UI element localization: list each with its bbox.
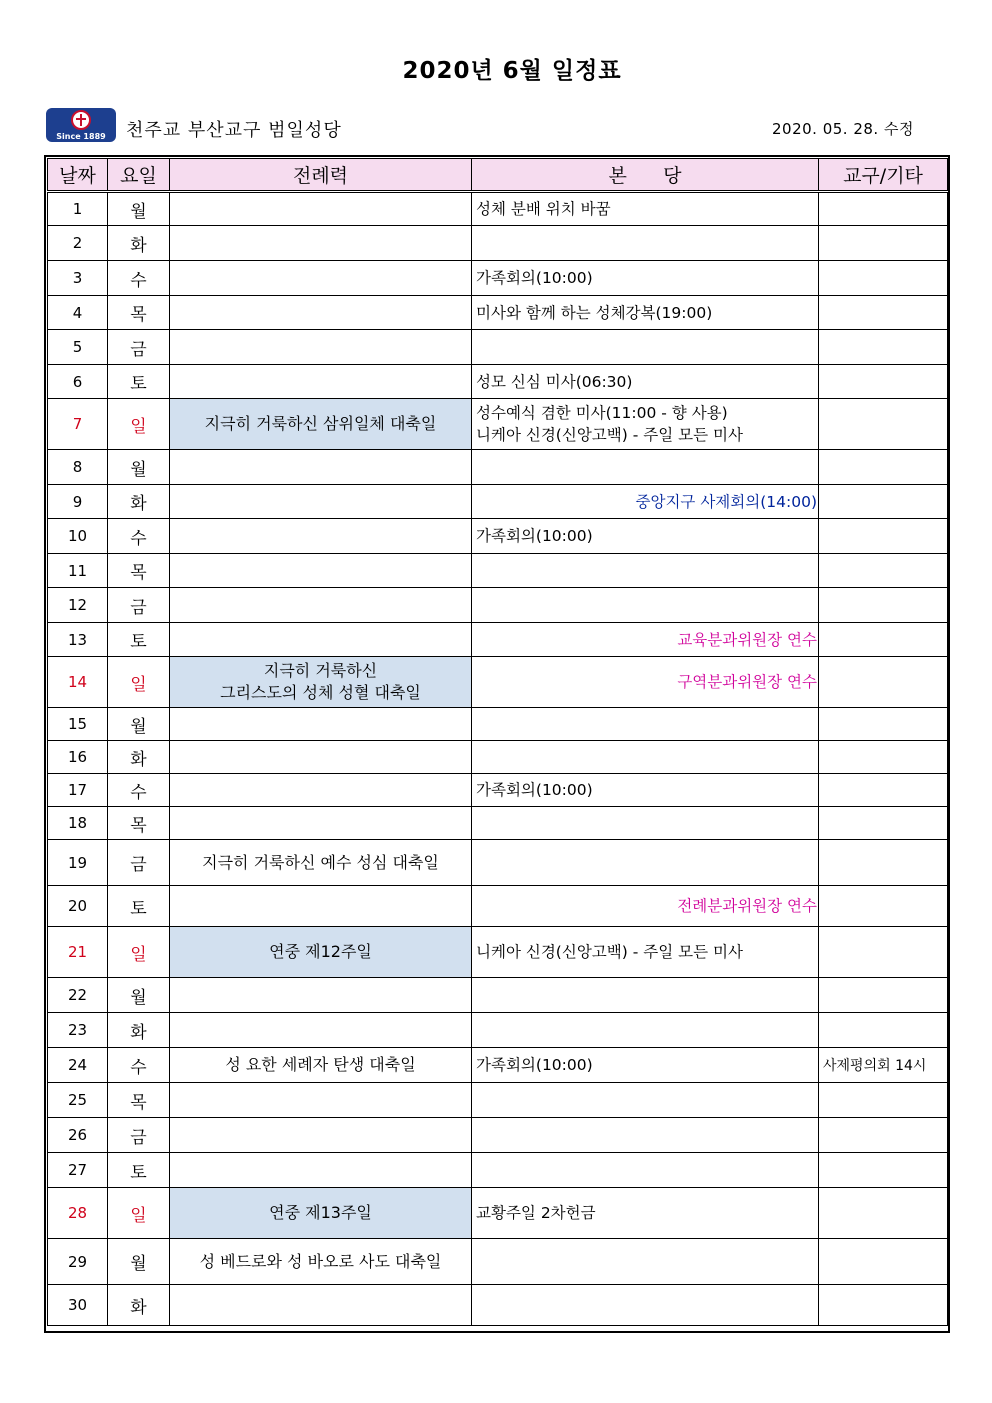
- parish-cell: [472, 840, 819, 886]
- liturgy-cell: [170, 1083, 472, 1118]
- liturgy-cell: [170, 1013, 472, 1048]
- date-cell: 22: [48, 978, 108, 1013]
- revision-date: 2020. 05. 28. 수정: [772, 120, 914, 138]
- parish-cell: [472, 978, 819, 1013]
- date-cell: 19: [48, 840, 108, 886]
- parish-cell: 성모 신심 미사(06:30): [472, 365, 819, 399]
- col-header-weekday: 요일: [108, 159, 170, 192]
- date-cell: 29: [48, 1239, 108, 1285]
- table-row: [48, 886, 948, 927]
- etc-cell: [819, 1013, 948, 1048]
- parish-cell: [472, 1153, 819, 1188]
- col-header-date: 날짜: [48, 159, 108, 192]
- date-cell: 24: [48, 1048, 108, 1083]
- organization-name: 천주교 부산교구 범일성당: [126, 120, 342, 141]
- date-cell: 7: [48, 399, 108, 450]
- etc-cell: [819, 1188, 948, 1239]
- parish-logo: [46, 108, 116, 142]
- liturgy-cell: [170, 1118, 472, 1153]
- liturgy-cell: 지극히 거룩하신 예수 성심 대축일: [170, 840, 472, 886]
- table-row: [48, 226, 948, 261]
- table-row: [48, 399, 948, 450]
- liturgy-cell: 성 베드로와 성 바오로 사도 대축일: [170, 1239, 472, 1285]
- table-row: [48, 623, 948, 657]
- parish-cell: 미사와 함께 하는 성체강복(19:00): [472, 296, 819, 330]
- parish-cell: [472, 450, 819, 485]
- weekday-cell: 화: [108, 1285, 170, 1326]
- parish-cell: 교황주일 2차헌금: [472, 1188, 819, 1239]
- liturgy-cell: [170, 588, 472, 623]
- weekday-cell: 목: [108, 1083, 170, 1118]
- table-row: [48, 1048, 948, 1083]
- table-row: [48, 519, 948, 554]
- date-cell: 17: [48, 774, 108, 807]
- parish-cell: [472, 330, 819, 365]
- liturgy-cell: 성 요한 세례자 탄생 대축일: [170, 1048, 472, 1083]
- date-cell: 3: [48, 261, 108, 296]
- etc-cell: [819, 708, 948, 741]
- table-row: [48, 261, 948, 296]
- etc-cell: [819, 623, 948, 657]
- weekday-cell: 토: [108, 886, 170, 927]
- weekday-cell: 목: [108, 554, 170, 588]
- weekday-cell: 금: [108, 588, 170, 623]
- date-cell: 21: [48, 927, 108, 978]
- table-row: [48, 927, 948, 978]
- weekday-cell: 월: [108, 450, 170, 485]
- table-row: [48, 450, 948, 485]
- weekday-cell: 수: [108, 519, 170, 554]
- parish-cell: 성체 분배 위치 바꿈: [472, 192, 819, 226]
- table-row: [48, 741, 948, 774]
- liturgy-cell: [170, 450, 472, 485]
- parish-cell: 교육분과위원장 연수: [472, 623, 819, 657]
- header-row: [48, 159, 948, 192]
- table-row: [48, 807, 948, 840]
- weekday-cell: 일: [108, 1188, 170, 1239]
- liturgy-cell: [170, 1153, 472, 1188]
- etc-cell: [819, 519, 948, 554]
- liturgy-cell: [170, 741, 472, 774]
- etc-cell: [819, 741, 948, 774]
- weekday-cell: 일: [108, 927, 170, 978]
- parish-cell: [472, 226, 819, 261]
- weekday-cell: 월: [108, 192, 170, 226]
- parish-cell: [472, 1285, 819, 1326]
- liturgy-cell: [170, 978, 472, 1013]
- parish-cell: 가족회의(10:00): [472, 1048, 819, 1083]
- parish-cell: 가족회의(10:00): [472, 519, 819, 554]
- date-cell: 5: [48, 330, 108, 365]
- etc-cell: [819, 774, 948, 807]
- weekday-cell: 수: [108, 261, 170, 296]
- parish-cell: 성수예식 겸한 미사(11:00 - 향 사용) 니케아 신경(신앙고백) - 주일 모든 미사: [472, 399, 819, 450]
- date-cell: 14: [48, 657, 108, 708]
- parish-cell: 구역분과위원장 연수: [472, 657, 819, 708]
- table-row: [48, 1013, 948, 1048]
- liturgy-cell: [170, 519, 472, 554]
- table-row: [48, 1188, 948, 1239]
- weekday-cell: 화: [108, 1013, 170, 1048]
- liturgy-cell: [170, 886, 472, 927]
- weekday-cell: 화: [108, 485, 170, 519]
- liturgy-cell: [170, 192, 472, 226]
- parish-cell: [472, 1239, 819, 1285]
- date-cell: 9: [48, 485, 108, 519]
- date-cell: 1: [48, 192, 108, 226]
- liturgy-cell: 지극히 거룩하신 삼위일체 대축일: [170, 399, 472, 450]
- etc-cell: [819, 330, 948, 365]
- etc-cell: [819, 226, 948, 261]
- table-row: [48, 1118, 948, 1153]
- date-cell: 20: [48, 886, 108, 927]
- weekday-cell: 토: [108, 623, 170, 657]
- date-cell: 30: [48, 1285, 108, 1326]
- etc-cell: [819, 1083, 948, 1118]
- etc-cell: [819, 399, 948, 450]
- liturgy-cell: [170, 296, 472, 330]
- parish-cell: 중앙지구 사제회의(14:00): [472, 485, 819, 519]
- weekday-cell: 수: [108, 1048, 170, 1083]
- liturgy-cell: [170, 708, 472, 741]
- date-cell: 16: [48, 741, 108, 774]
- parish-cell: [472, 708, 819, 741]
- etc-cell: [819, 927, 948, 978]
- table-row: [48, 708, 948, 741]
- weekday-cell: 목: [108, 296, 170, 330]
- weekday-cell: 월: [108, 708, 170, 741]
- parish-cell: [472, 554, 819, 588]
- weekday-cell: 월: [108, 978, 170, 1013]
- liturgy-cell: [170, 554, 472, 588]
- date-cell: 10: [48, 519, 108, 554]
- liturgy-cell: [170, 226, 472, 261]
- etc-cell: [819, 1285, 948, 1326]
- liturgy-cell: 연중 제12주일: [170, 927, 472, 978]
- schedule-table: [47, 158, 948, 1326]
- etc-cell: [819, 485, 948, 519]
- table-row: [48, 1083, 948, 1118]
- table-row: [48, 774, 948, 807]
- etc-cell: [819, 1153, 948, 1188]
- date-cell: 25: [48, 1083, 108, 1118]
- etc-cell: [819, 840, 948, 886]
- table-row: [48, 554, 948, 588]
- parish-cell: [472, 588, 819, 623]
- cross-emblem-icon: [71, 110, 91, 130]
- weekday-cell: 금: [108, 840, 170, 886]
- weekday-cell: 월: [108, 1239, 170, 1285]
- weekday-cell: 토: [108, 1153, 170, 1188]
- table-row: [48, 192, 948, 226]
- date-cell: 23: [48, 1013, 108, 1048]
- table-row: [48, 1285, 948, 1326]
- liturgy-cell: [170, 485, 472, 519]
- page-title: 2020년 6월 일정표: [402, 58, 622, 84]
- parish-cell: 가족회의(10:00): [472, 261, 819, 296]
- parish-cell: 니케아 신경(신앙고백) - 주일 모든 미사: [472, 927, 819, 978]
- liturgy-cell: [170, 261, 472, 296]
- etc-cell: [819, 588, 948, 623]
- weekday-cell: 화: [108, 741, 170, 774]
- date-cell: 28: [48, 1188, 108, 1239]
- table-row: [48, 365, 948, 399]
- weekday-cell: 화: [108, 226, 170, 261]
- parish-cell: [472, 1083, 819, 1118]
- table-row: [48, 330, 948, 365]
- col-header-liturgy: 전례력: [170, 159, 472, 192]
- liturgy-cell: 연중 제13주일: [170, 1188, 472, 1239]
- date-cell: 11: [48, 554, 108, 588]
- table-row: [48, 296, 948, 330]
- weekday-cell: 수: [108, 774, 170, 807]
- etc-cell: [819, 450, 948, 485]
- liturgy-cell: [170, 807, 472, 840]
- date-cell: 15: [48, 708, 108, 741]
- parish-cell: [472, 807, 819, 840]
- date-cell: 12: [48, 588, 108, 623]
- table-row: [48, 978, 948, 1013]
- table-row: [48, 840, 948, 886]
- table-row: [48, 1153, 948, 1188]
- weekday-cell: 일: [108, 657, 170, 708]
- etc-cell: [819, 365, 948, 399]
- parish-cell: [472, 1118, 819, 1153]
- etc-cell: 사제평의회 14시: [819, 1048, 948, 1083]
- parish-cell: 가족회의(10:00): [472, 774, 819, 807]
- etc-cell: [819, 886, 948, 927]
- weekday-cell: 금: [108, 330, 170, 365]
- date-cell: 8: [48, 450, 108, 485]
- etc-cell: [819, 1118, 948, 1153]
- weekday-cell: 토: [108, 365, 170, 399]
- liturgy-cell: [170, 1285, 472, 1326]
- etc-cell: [819, 261, 948, 296]
- table-row: [48, 588, 948, 623]
- liturgy-cell: [170, 623, 472, 657]
- date-cell: 4: [48, 296, 108, 330]
- etc-cell: [819, 978, 948, 1013]
- date-cell: 27: [48, 1153, 108, 1188]
- parish-cell: 전례분과위원장 연수: [472, 886, 819, 927]
- table-row: [48, 657, 948, 708]
- table-row: [48, 485, 948, 519]
- parish-cell: [472, 741, 819, 774]
- etc-cell: [819, 1239, 948, 1285]
- etc-cell: [819, 807, 948, 840]
- date-cell: 18: [48, 807, 108, 840]
- liturgy-cell: [170, 365, 472, 399]
- date-cell: 26: [48, 1118, 108, 1153]
- table-row: [48, 1239, 948, 1285]
- etc-cell: [819, 657, 948, 708]
- etc-cell: [819, 192, 948, 226]
- etc-cell: [819, 296, 948, 330]
- date-cell: 2: [48, 226, 108, 261]
- weekday-cell: 일: [108, 399, 170, 450]
- col-header-etc: 교구/기타: [819, 159, 948, 192]
- liturgy-cell: 지극히 거룩하신 그리스도의 성체 성혈 대축일: [170, 657, 472, 708]
- liturgy-cell: [170, 330, 472, 365]
- etc-cell: [819, 554, 948, 588]
- col-header-parish: 본 당: [472, 159, 819, 192]
- weekday-cell: 목: [108, 807, 170, 840]
- weekday-cell: 금: [108, 1118, 170, 1153]
- parish-cell: [472, 1013, 819, 1048]
- logo-since-text: Since 1889: [56, 132, 106, 141]
- date-cell: 13: [48, 623, 108, 657]
- date-cell: 6: [48, 365, 108, 399]
- liturgy-cell: [170, 774, 472, 807]
